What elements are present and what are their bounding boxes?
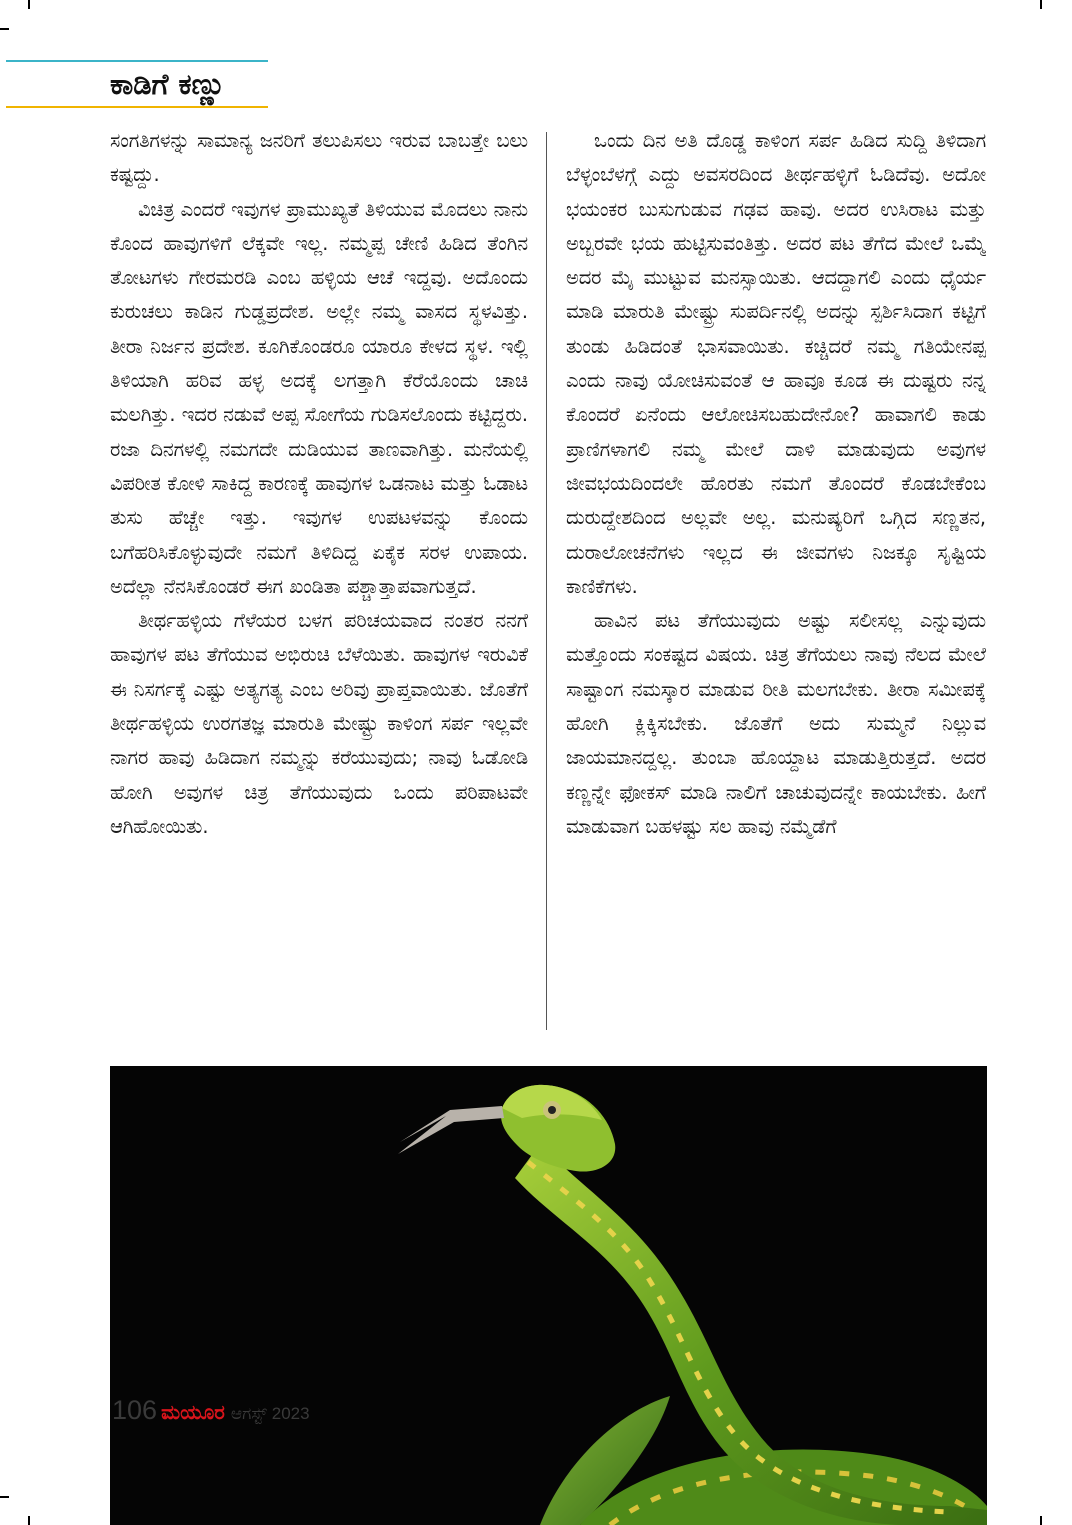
title-rule-top	[6, 60, 268, 62]
crop-mark	[0, 28, 9, 30]
crop-mark	[1040, 0, 1042, 9]
paragraph: ಒಂದು ದಿನ ಅತಿ ದೊಡ್ಡ ಕಾಳಿಂಗ ಸರ್ಪ ಹಿಡಿದ ಸುದ್ದಿ ತಿಳಿದಾಗ ಬೆಳ್ಳಂಬೆಳಗ್ಗೆ ಎದ್ದು ಅವಸರದಿಂದ ತೀರ್ಥಹಳ್ಳಿಗೆ ಓಡಿದೆವು. ಅದೋ ಭಯಂಕರ ಬುಸುಗುಡುವ ಗಢವ ಹಾವು. ಅದರ ಉಸಿರಾಟ ಮತ್ತು ಅಬ್ಬರವೇ ಭಯ ಹುಟ್ಟಿಸುವಂತಿತ್ತು. ಅದರ ಪಟ ತೆಗೆದ ಮೇಲೆ ಒಮ್ಮೆ ಅದರ ಮೈ ಮುಟ್ಟುವ ಮನಸ್ಸಾಯಿತು. ಆದದ್ದಾಗಲಿ ಎಂದು ಧೈರ್ಯ ಮಾಡಿ ಮಾರುತಿ ಮೇಷ್ಟ್ರು ಸುಪರ್ದಿನಲ್ಲಿ ಅದನ್ನು ಸ್ಪರ್ಶಿಸಿದಾಗ ಕಟ್ಟಿಗೆ ತುಂಡು ಹಿಡಿದಂತೆ ಭಾಸವಾಯಿತು. ಕಚ್ಚಿದರೆ ನಮ್ಮ ಗತಿಯೇನಪ್ಪ ಎಂದು ನಾವು ಯೋಚಿಸುವಂತೆ ಆ ಹಾವೂ ಕೂಡ ಈ ದುಷ್ಟರು ನನ್ನ ಕೊಂದರೆ ಏನೆಂದು ಆಲೋಚಿಸಬಹುದೇನೋ? ಹಾವಾಗಲಿ ಕಾಡು ಪ್ರಾಣಿಗಳಾಗಲಿ ನಮ್ಮ ಮೇಲೆ ದಾಳಿ ಮಾಡುವುದು ಅವುಗಳ ಜೀವಭಯದಿಂದಲೇ ಹೊರತು ನಮಗೆ ತೊಂದರೆ ಕೊಡಬೇಕೆಂಬ ದುರುದ್ದೇಶದಿಂದ ಅಲ್ಲವೇ ಅಲ್ಲ. ಮನುಷ್ಯರಿಗೆ ಒಗ್ಗಿದ ಸಣ್ಣತನ, ದುರಾಲೋಚನೆಗಳು ಇಲ್ಲದ ಈ ಜೀವಗಳು ನಿಜಕ್ಕೂ ಸೃಷ್ಟಿಯ ಕಾಣಿಕೆಗಳು.	[566, 129, 986, 598]
page-number: 106	[112, 1395, 158, 1425]
title-rule-bottom	[6, 106, 268, 108]
issue-date: ಆಗಸ್ಟ್ 2023	[230, 1404, 310, 1423]
green-pit-viper-icon	[110, 1066, 987, 1525]
paragraph: ವಿಚಿತ್ರ ಎಂದರೆ ಇವುಗಳ ಪ್ರಾಮುಖ್ಯತೆ ತಿಳಿಯುವ ಮೊದಲು ನಾನು ಕೊಂದ ಹಾವುಗಳಿಗೆ ಲೆಕ್ಕವೇ ಇಲ್ಲ. ನಮ್ಮಪ್ಪ ಚೇಣಿ ಹಿಡಿದ ತೆಂಗಿನ ತೋಟಗಳು ಗೇರಮರಡಿ ಎಂಬ ಹಳ್ಳಿಯ ಆಚೆ ಇದ್ದವು. ಅದೊಂದು ಕುರುಚಲು ಕಾಡಿನ ಗುಡ್ಡಪ್ರದೇಶ. ಅಲ್ಲೇ ನಮ್ಮ ವಾಸದ ಸ್ಥಳವಿತ್ತು. ತೀರಾ ನಿರ್ಜನ ಪ್ರದೇಶ. ಕೂಗಿಕೊಂಡರೂ ಯಾರೂ ಕೇಳದ ಸ್ಥಳ. ಇಲ್ಲಿ ತಿಳಿಯಾಗಿ ಹರಿವ ಹಳ್ಳ ಅದಕ್ಕೆ ಲಗತ್ತಾಗಿ ಕೆರೆಯೊಂದು ಚಾಚಿ ಮಲಗಿತ್ತು. ಇದರ ನಡುವೆ ಅಪ್ಪ ಸೋಗೆಯ ಗುಡಿಸಲೊಂದು ಕಟ್ಟಿದ್ದರು. ರಜಾ ದಿನಗಳಲ್ಲಿ ನಮಗದೇ ದುಡಿಯುವ ತಾಣವಾಗಿತ್ತು. ಮನೆಯಲ್ಲಿ ವಿಪರೀತ ಕೋಳಿ ಸಾಕಿದ್ದ ಕಾರಣಕ್ಕೆ ಹಾವುಗಳ ಒಡನಾಟ ಮತ್ತು ಓಡಾಟ ತುಸು ಹೆಚ್ಚೇ ಇತ್ತು. ಇವುಗಳ ಉಪಟಳವನ್ನು ಕೊಂದು ಬಗೆಹರಿಸಿಕೊಳ್ಳುವುದೇ ನಮಗೆ ತಿಳಿದಿದ್ದ ಏಕೈಕ ಸರಳ ಉಪಾಯ. ಅದೆಲ್ಲಾ ನೆನಸಿಕೊಂಡರೆ ಈಗ ಖಂಡಿತಾ ಪಶ್ಚಾತ್ತಾಪವಾಗುತ್ತದೆ.	[110, 197, 528, 598]
crop-mark	[0, 1496, 9, 1498]
magazine-name: ಮಯೂರ	[161, 1402, 225, 1424]
crop-mark	[1040, 1516, 1042, 1525]
section-title: ಕಾಡಿಗೆ ಕಣ್ಣು	[110, 67, 226, 101]
paragraph: ಸಂಗತಿಗಳನ್ನು ಸಾಮಾನ್ಯ ಜನರಿಗೆ ತಲುಪಿಸಲು ಇರುವ ಬಾಬತ್ತೇ ಬಲು ಕಷ್ಟದ್ದು.	[110, 129, 528, 187]
paragraph: ಹಾವಿನ ಪಟ ತೆಗೆಯುವುದು ಅಷ್ಟು ಸಲೀಸಲ್ಲ ಎನ್ನುವುದು ಮತ್ತೊಂದು ಸಂಕಷ್ಟದ ವಿಷಯ. ಚಿತ್ರ ತೆಗೆಯಲು ನಾವು ನೆಲದ ಮೇಲೆ ಸಾಷ್ಟಾಂಗ ನಮಸ್ಕಾರ ಮಾಡುವ ರೀತಿ ಮಲಗಬೇಕು. ತೀರಾ ಸಮೀಪಕ್ಕೆ ಹೋಗಿ ಕ್ಲಿಕ್ಕಿಸಬೇಕು. ಜೊತೆಗೆ ಅದು ಸುಮ್ಮನೆ ನಿಲ್ಲುವ ಜಾಯಮಾನದ್ದಲ್ಲ. ತುಂಬಾ ಹೊಯ್ದಾಟ ಮಾಡುತ್ತಿರುತ್ತದೆ. ಅದರ ಕಣ್ಣನ್ನೇ ಫೋಕಸ್ ಮಾಡಿ ನಾಲಿಗೆ ಚಾಚುವುದನ್ನೇ ಕಾಯಬೇಕು. ಹೀಗೆ ಮಾಡುವಾಗ ಬಹಳಷ್ಟು ಸಲ ಹಾವು ನಮ್ಮೆಡೆಗೆ	[566, 609, 986, 838]
crop-mark	[28, 0, 30, 9]
article-column-right	[566, 124, 986, 1044]
paragraph: ತೀರ್ಥಹಳ್ಳಿಯ ಗೆಳೆಯರ ಬಳಗ ಪರಿಚಯವಾದ ನಂತರ ನನಗೆ ಹಾವುಗಳ ಪಟ ತೆಗೆಯುವ ಅಭಿರುಚಿ ಬೆಳೆಯಿತು. ಹಾವುಗಳ ಇರುವಿಕೆ ಈ ನಿಸರ್ಗಕ್ಕೆ ಎಷ್ಟು ಅತ್ಯಗತ್ಯ ಎಂಬ ಅರಿವು ಪ್ರಾಪ್ತವಾಯಿತು. ಜೊತೆಗೆ ತೀರ್ಥಹಳ್ಳಿಯ ಉರಗತಜ್ಞ ಮಾರುತಿ ಮೇಷ್ಟ್ರು ಕಾಳಿಂಗ ಸರ್ಪ ಇಲ್ಲವೇ ನಾಗರ ಹಾವು ಹಿಡಿದಾಗ ನಮ್ಮನ್ನು ಕರೆಯುವುದು; ನಾವು ಓಡೋಡಿ ಹೋಗಿ ಅವುಗಳ ಚಿತ್ರ ತೆಗೆಯುವುದು ಒಂದು ಪರಿಪಾಟವೇ ಆಗಿಹೋಯಿತು.	[110, 609, 528, 838]
article-column-left	[110, 124, 528, 1044]
snake-photo	[110, 1066, 987, 1525]
crop-mark	[28, 1516, 30, 1525]
column-divider	[546, 132, 547, 1030]
page-footer	[112, 1394, 310, 1426]
